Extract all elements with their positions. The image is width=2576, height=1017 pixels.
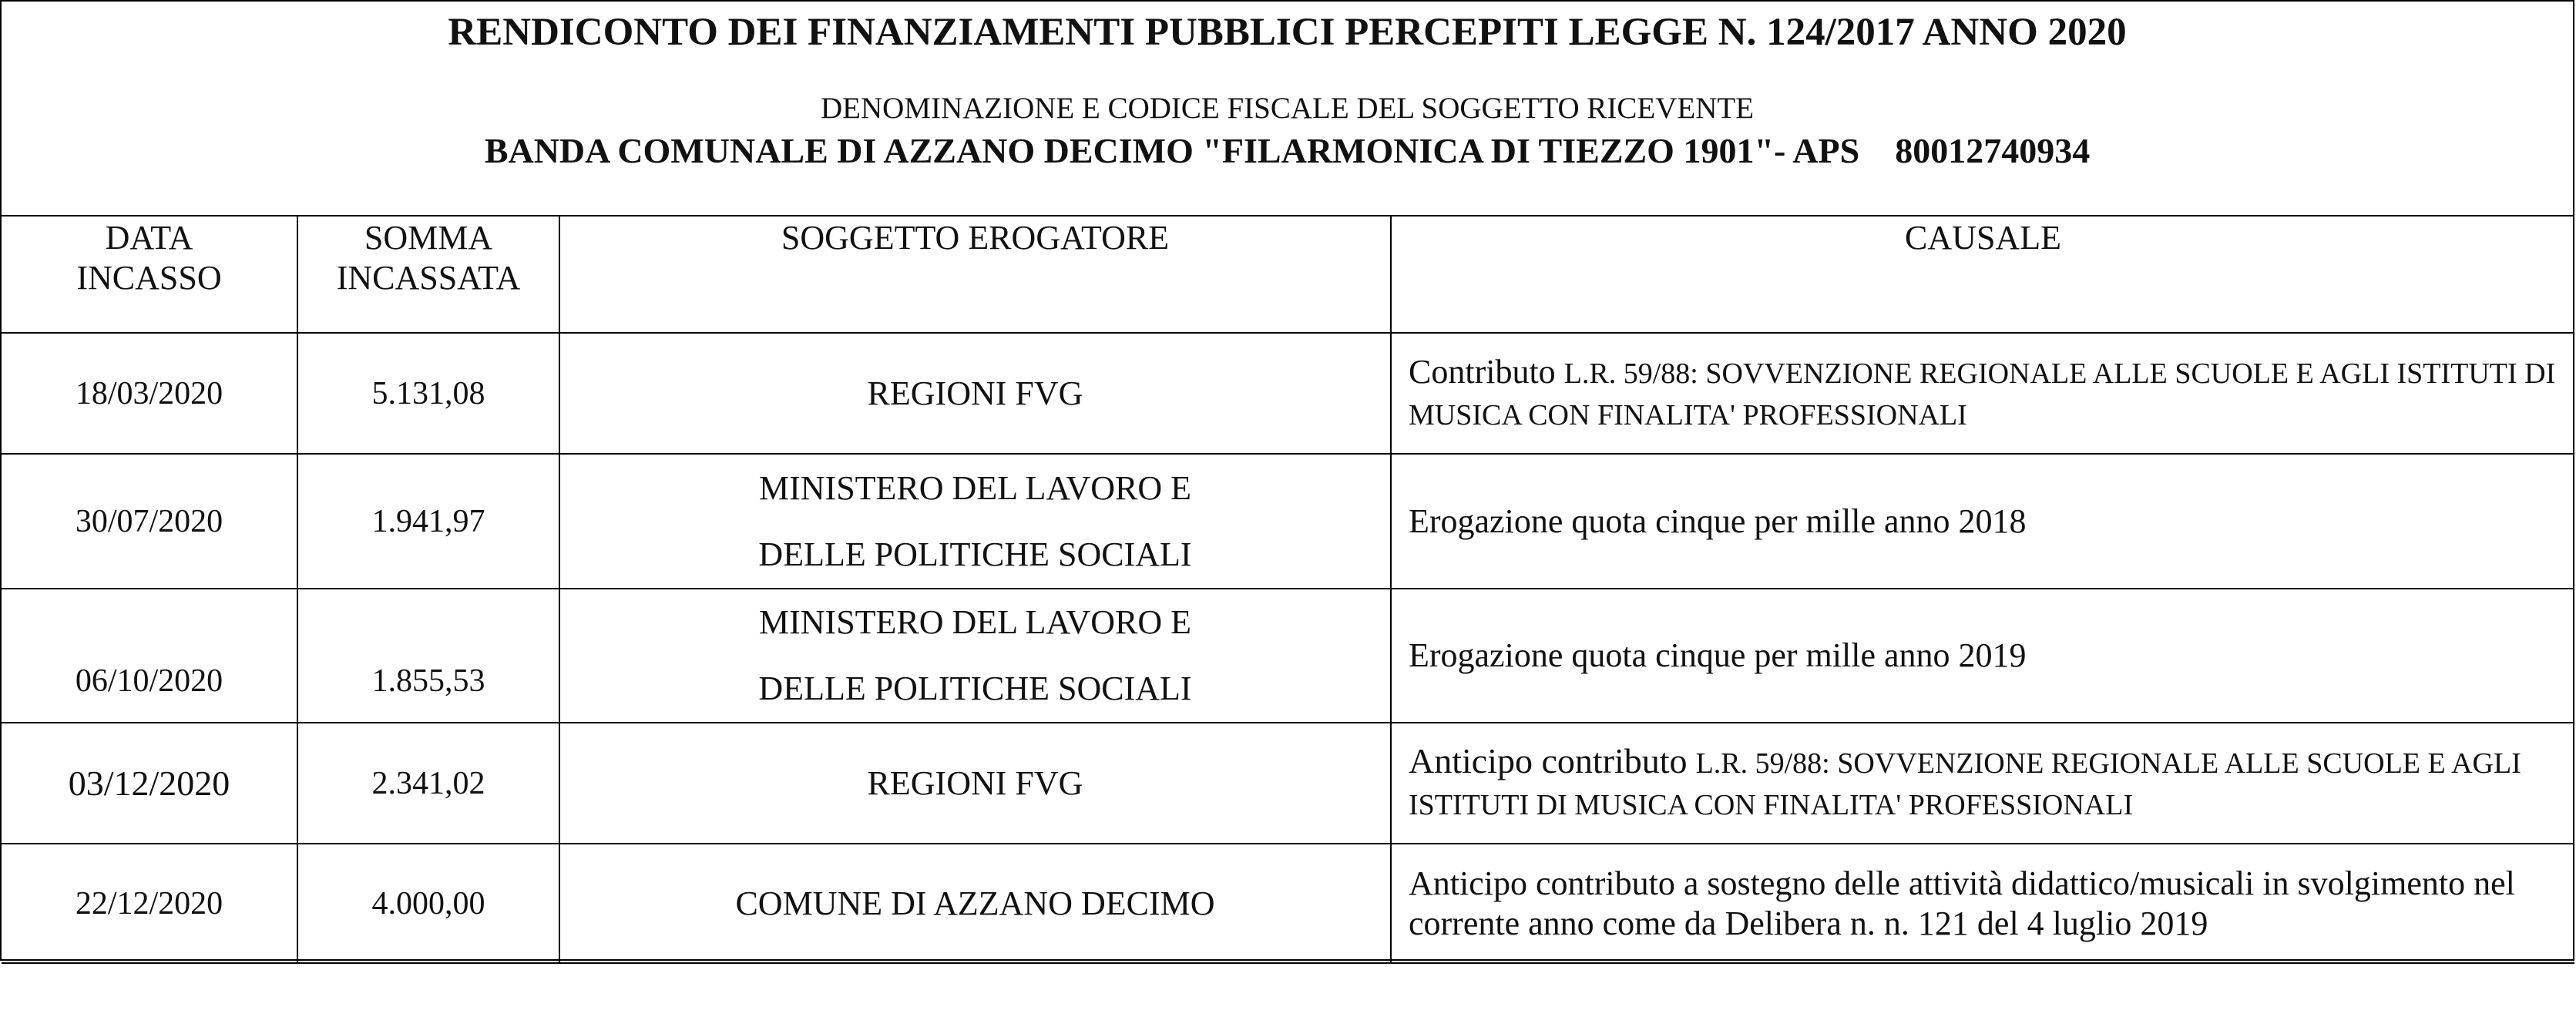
row-source: MINISTERO DEL LAVORO E DELLE POLITICHE SOCIALI	[559, 589, 1391, 723]
row-date: 06/10/2020	[2, 589, 297, 723]
row-amount: 1.855,53	[297, 589, 559, 723]
row-source: REGIONI FVG	[559, 333, 1391, 454]
column-header-date: DATA INCASSO	[2, 215, 297, 333]
column-header-amount: SOMMA INCASSATA	[297, 215, 559, 333]
column-header-source: SOGGETTO EROGATORE	[559, 215, 1391, 333]
row-cause: Erogazione quota cinque per mille anno 2018	[1391, 454, 2574, 589]
row-source: MINISTERO DEL LAVORO E DELLE POLITICHE SOCIALI	[559, 454, 1391, 589]
row-source: REGIONI FVG	[559, 723, 1391, 844]
report-header	[2, 2, 2573, 216]
row-date: 03/12/2020	[2, 723, 297, 844]
column-header-cause: CAUSALE	[1391, 215, 2574, 333]
funding-table	[2, 215, 2574, 964]
table-row	[2, 844, 2574, 963]
row-cause	[1391, 723, 2574, 844]
row-amount: 5.131,08	[297, 333, 559, 454]
row-amount: 4.000,00	[297, 844, 559, 963]
table-row	[2, 589, 2574, 723]
row-source: COMUNE DI AZZANO DECIMO	[559, 844, 1391, 963]
table-row	[2, 333, 2574, 454]
row-cause: Anticipo contributo a sostegno delle attività didattico/musicali in svolgimento nel corrente anno come da Delibera n. n. 121 del 4 luglio 2019	[1391, 844, 2574, 963]
table-row	[2, 454, 2574, 589]
table-header-row	[2, 215, 2574, 333]
row-date: 18/03/2020	[2, 333, 297, 454]
cause-detail: L.R. 59/88: SOVVENZIONE REGIONALE ALLE SCUOLE E AGLI ISTITUTI DI MUSICA CON FINALITA' PROFESSIONALI	[1409, 357, 2556, 431]
cause-prefix: Anticipo contributo	[1409, 741, 1688, 780]
row-amount: 1.941,97	[297, 454, 559, 589]
report-title: RENDICONTO DEI FINANZIAMENTI PUBBLICI PERCEPITI LEGGE N. 124/2017 ANNO 2020	[448, 11, 2127, 54]
row-date: 22/12/2020	[2, 844, 297, 963]
recipient-entity	[2, 129, 2573, 173]
row-amount: 2.341,02	[297, 723, 559, 844]
cause-prefix: Contributo	[1409, 352, 1556, 391]
row-date: 30/07/2020	[2, 454, 297, 589]
cause-detail: L.R. 59/88: SOVVENZIONE REGIONALE ALLE SCUOLE E AGLI ISTITUTI DI MUSICA CON FINALITA' PROFESSIONALI	[1409, 747, 2521, 821]
row-cause	[1391, 333, 2574, 454]
recipient-name: BANDA COMUNALE DI AZZANO DECIMO "FILARMONICA DI TIEZZO 1901"- APS	[484, 131, 1860, 170]
recipient-label: DENOMINAZIONE E CODICE FISCALE DEL SOGGETTO RICEVENTE	[820, 92, 1755, 125]
recipient-fiscal-code: 80012740934	[1895, 131, 2091, 170]
table-row	[2, 723, 2574, 844]
row-cause: Erogazione quota cinque per mille anno 2019	[1391, 589, 2574, 723]
